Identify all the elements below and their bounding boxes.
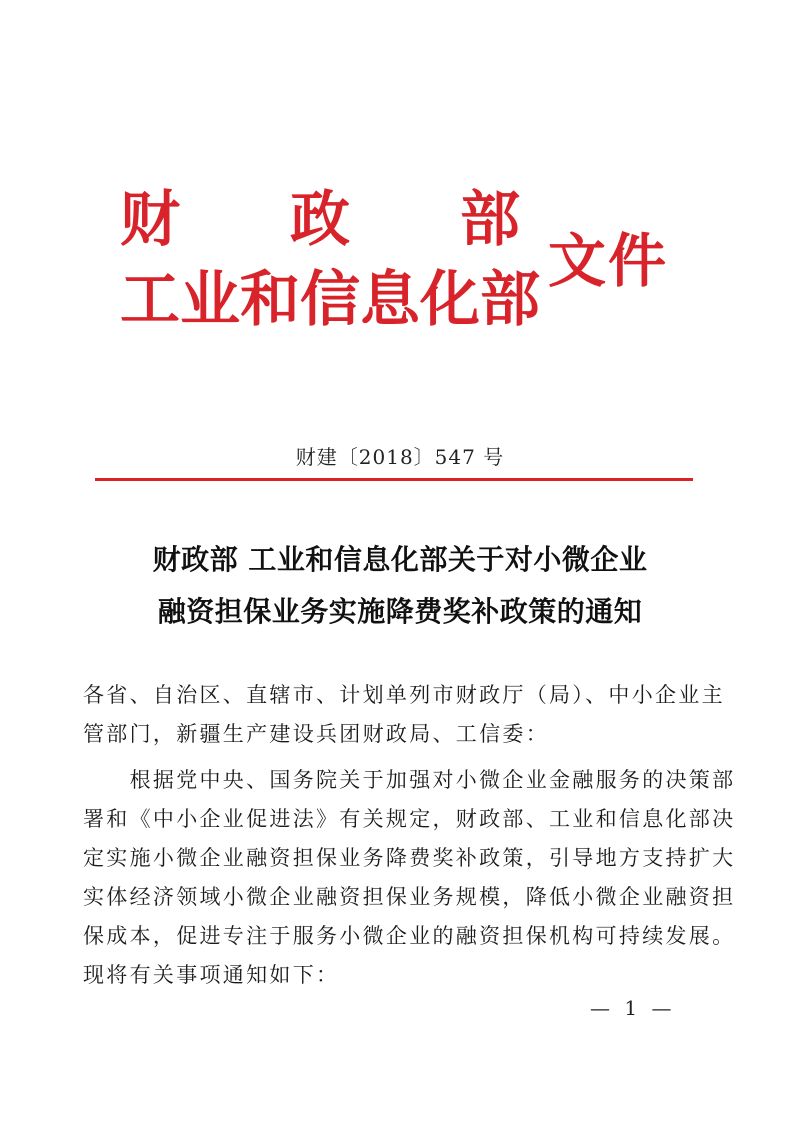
document-number: 财建〔2018〕547 号 <box>295 445 505 469</box>
body-line: 根据党中央、国务院关于加强对小微企业金融服务的决策部 <box>83 768 736 792</box>
body-line: 现将有关事项通知如下： <box>83 963 340 987</box>
page-number: — 1 — <box>590 996 676 1020</box>
issuer-miit: 工业和信息化部 <box>120 265 540 335</box>
body-line: 管部门，新疆生产建设兵团财政局、工信委： <box>83 722 549 746</box>
document-title-line-1: 财政部 工业和信息化部关于对小微企业 <box>152 543 648 576</box>
issuer-char: 部 <box>460 185 520 255</box>
body-line: 署和《中小企业促进法》有关规定，财政部、工业和信息化部决 <box>83 807 736 831</box>
issuer-ministry-of-finance <box>120 185 520 255</box>
issuer-char: 政 <box>290 185 350 255</box>
document-title-line-2: 融资担保业务实施降费奖补政策的通知 <box>157 595 643 628</box>
body-line: 保成本，促进专注于服务小微企业的融资担保机构可持续发展。 <box>83 924 736 948</box>
body-line: 各省、自治区、直辖市、计划单列市财政厅（局）、中小企业主 <box>83 683 725 707</box>
document-type-label: 文件 <box>548 227 669 295</box>
body-line: 实体经济领域小微企业融资担保业务规模，降低小微企业融资担 <box>83 885 736 909</box>
red-divider-line <box>95 478 693 481</box>
issuer-char: 财 <box>120 185 180 255</box>
body-line: 定实施小微企业融资担保业务降费奖补政策，引导地方支持扩大 <box>83 846 736 870</box>
